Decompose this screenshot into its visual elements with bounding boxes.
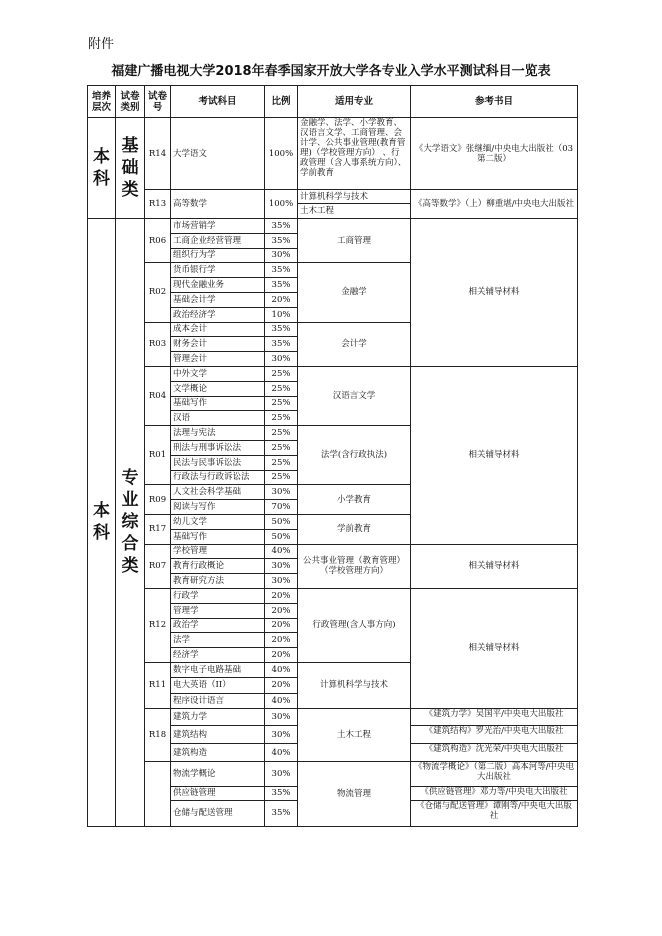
paper-code: R14 xyxy=(145,118,171,190)
paper-code: R11 xyxy=(145,662,171,708)
subject: 仓储与配送管理 xyxy=(171,800,265,826)
paper-code xyxy=(145,761,171,826)
reference-cell xyxy=(411,786,578,800)
subject: 幼儿文学 xyxy=(171,514,265,529)
reference-cell xyxy=(411,800,578,826)
subject: 数字电子电路基础 xyxy=(171,662,265,677)
reference: 《仓储与配送管理》谭刚等/中央电大出版社 xyxy=(416,800,572,821)
reference-cell xyxy=(411,744,578,762)
ratio: 50% xyxy=(265,529,298,544)
subject: 经济学 xyxy=(171,648,265,663)
reference: 《建筑结构》罗光治/中央电大出版社 xyxy=(424,726,564,737)
category-cell xyxy=(116,219,145,827)
ratio: 20% xyxy=(265,603,298,618)
ratio: 35% xyxy=(265,800,298,826)
subject: 物流学概论 xyxy=(171,761,265,786)
category-label: 基础类 xyxy=(121,136,139,200)
ratio: 100% xyxy=(265,118,298,190)
ratio: 35% xyxy=(265,278,298,293)
ratio: 25% xyxy=(265,470,298,485)
ratio: 35% xyxy=(265,219,298,234)
table-row xyxy=(88,588,578,603)
paper-code: R07 xyxy=(145,544,171,588)
reference: 《物流学概论》（第二版）高本河等/中央电大出版社 xyxy=(413,761,575,782)
paper-code: R18 xyxy=(145,708,171,761)
ratio: 20% xyxy=(265,588,298,603)
level-label: 本科 xyxy=(93,501,110,544)
reference: 相关辅导材料 xyxy=(411,588,578,708)
ratio: 35% xyxy=(265,786,298,800)
ratio: 30% xyxy=(265,559,298,574)
subject: 工商企业经营管理 xyxy=(171,233,265,248)
header-subject: 考试科目 xyxy=(171,86,265,118)
majors: 会计学 xyxy=(298,322,411,366)
subject: 组织行为学 xyxy=(171,248,265,263)
ratio: 50% xyxy=(265,514,298,529)
ratio: 30% xyxy=(265,761,298,786)
table-row xyxy=(88,544,578,559)
subject: 基础写作 xyxy=(171,396,265,411)
header-reference: 参考书目 xyxy=(411,86,578,118)
majors: 小学教育 xyxy=(298,485,411,515)
ratio: 100% xyxy=(265,190,298,219)
subject: 汉语 xyxy=(171,411,265,426)
reference: 相关辅导材料 xyxy=(411,366,578,544)
paper-code: R09 xyxy=(145,485,171,515)
ratio: 35% xyxy=(265,322,298,337)
subject: 行政法与行政诉讼法 xyxy=(171,470,265,485)
table-row xyxy=(88,219,578,234)
subject: 政治经济学 xyxy=(171,307,265,322)
ratio: 70% xyxy=(265,500,298,515)
ratio: 25% xyxy=(265,455,298,470)
ratio: 40% xyxy=(265,544,298,559)
ratio: 35% xyxy=(265,263,298,278)
category-label: 专业综合类 xyxy=(121,468,139,577)
subject: 教育研究方法 xyxy=(171,574,265,589)
subject: 市场营销学 xyxy=(171,219,265,234)
paper-code: R06 xyxy=(145,219,171,263)
subject: 高等数学 xyxy=(171,190,265,219)
ratio: 25% xyxy=(265,440,298,455)
majors: 物流管理 xyxy=(298,761,411,826)
subject: 电大英语（II） xyxy=(171,678,265,693)
attachment-label: 附件 xyxy=(88,37,115,52)
paper-code: R04 xyxy=(145,366,171,425)
majors: 学前教育 xyxy=(298,514,411,544)
subject: 法理与宪法 xyxy=(171,426,265,441)
level-cell xyxy=(88,118,116,219)
subject: 基础会计学 xyxy=(171,292,265,307)
reference-cell xyxy=(411,726,578,744)
ratio: 25% xyxy=(265,411,298,426)
majors: 金融学 xyxy=(298,263,411,322)
reference: 《供应链管理》邓力等/中央电大出版社 xyxy=(420,786,568,797)
subject: 刑法与刑事诉讼法 xyxy=(171,440,265,455)
majors: 计算机科学与技术 xyxy=(298,190,411,204)
level-cell xyxy=(88,219,116,827)
header-row xyxy=(88,86,578,118)
majors: 土木工程 xyxy=(298,708,411,761)
subject: 阅读与写作 xyxy=(171,500,265,515)
ratio: 40% xyxy=(265,744,298,762)
paper-code: R02 xyxy=(145,263,171,322)
page-title: 福建广播电视大学2018年春季国家开放大学各专业入学水平测试科目一览表 xyxy=(111,64,551,79)
reference: 《建筑力学》吴国平/中央电大出版社 xyxy=(424,708,564,719)
ratio: 20% xyxy=(265,292,298,307)
paper-code: R13 xyxy=(145,190,171,219)
subject: 供应链管理 xyxy=(171,786,265,800)
reference-cell xyxy=(411,761,578,786)
subject: 现代金融业务 xyxy=(171,278,265,293)
subject: 成本会计 xyxy=(171,322,265,337)
majors: 汉语言文学 xyxy=(298,366,411,425)
subject: 货币银行学 xyxy=(171,263,265,278)
reference-cell xyxy=(411,708,578,726)
subject: 政治学 xyxy=(171,618,265,633)
reference: 相关辅导材料 xyxy=(411,544,578,588)
ratio: 30% xyxy=(265,574,298,589)
ratio: 20% xyxy=(265,648,298,663)
ratio: 20% xyxy=(265,633,298,648)
table-row xyxy=(88,366,578,381)
subject: 大学语文 xyxy=(171,118,265,190)
reference: 《大学语文》张继缅/中央电大出版社（03第二版） xyxy=(411,118,578,190)
ratio: 30% xyxy=(265,248,298,263)
subject: 学校管理 xyxy=(171,544,265,559)
reference: 《建筑构造》沈光荣/中央电大出版社 xyxy=(424,744,564,755)
ratio: 30% xyxy=(265,708,298,726)
header-level: 培养层次 xyxy=(88,86,116,118)
ratio: 35% xyxy=(265,337,298,352)
exam-subjects-table xyxy=(87,85,578,827)
ratio: 40% xyxy=(265,662,298,677)
ratio: 25% xyxy=(265,381,298,396)
majors: 金融学、法学、小学教育、汉语言文学、工商管理、会计学、公共事业管理(教育管理)（学校管理方向） 、行政管理（含人事系统方向）、学前教育 xyxy=(300,118,407,178)
subject: 中外文学 xyxy=(171,366,265,381)
majors: 计算机科学与技术 xyxy=(298,662,411,708)
paper-code: R12 xyxy=(145,588,171,662)
paper-code: R03 xyxy=(145,322,171,366)
ratio: 30% xyxy=(265,485,298,500)
header-code: 试卷号 xyxy=(145,86,171,118)
subject: 管理学 xyxy=(171,603,265,618)
majors: 行政管理(含人事方向) xyxy=(298,588,411,662)
header-majors: 适用专业 xyxy=(298,86,411,118)
subject: 建筑构造 xyxy=(171,744,265,762)
subject: 法学 xyxy=(171,633,265,648)
subject: 行政学 xyxy=(171,588,265,603)
majors: 工商管理 xyxy=(298,219,411,263)
ratio: 10% xyxy=(265,307,298,322)
subject: 基础写作 xyxy=(171,529,265,544)
ratio: 25% xyxy=(265,396,298,411)
subject: 民法与民事诉讼法 xyxy=(171,455,265,470)
subject: 人文社会科学基础 xyxy=(171,485,265,500)
subject: 管理会计 xyxy=(171,352,265,367)
header-ratio: 比例 xyxy=(265,86,298,118)
table-row xyxy=(88,118,578,190)
ratio: 25% xyxy=(265,426,298,441)
majors: 公共事业管理（教育管理）（学校管理方向） xyxy=(298,544,411,588)
paper-code: R17 xyxy=(145,514,171,544)
ratio: 20% xyxy=(265,618,298,633)
ratio: 35% xyxy=(265,233,298,248)
table-row xyxy=(88,708,578,726)
ratio: 20% xyxy=(265,678,298,693)
level-label: 本科 xyxy=(93,147,110,189)
subject: 建筑力学 xyxy=(171,708,265,726)
ratio: 40% xyxy=(265,693,298,708)
ratio: 30% xyxy=(265,352,298,367)
reference: 《高等数学》（上）柳重堪/中央电大出版社 xyxy=(411,190,578,219)
subject: 教育行政概论 xyxy=(171,559,265,574)
majors: 法学(含行政执法) xyxy=(298,426,411,485)
ratio: 30% xyxy=(265,726,298,744)
table-row xyxy=(88,190,578,204)
table-row xyxy=(88,761,578,786)
reference: 相关辅导材料 xyxy=(411,219,578,367)
majors: 土木工程 xyxy=(298,204,411,219)
category-cell xyxy=(116,118,145,219)
subject: 文学概论 xyxy=(171,381,265,396)
header-category: 试卷类别 xyxy=(116,86,145,118)
subject: 建筑结构 xyxy=(171,726,265,744)
subject: 财务会计 xyxy=(171,337,265,352)
subject: 程序设计语言 xyxy=(171,693,265,708)
ratio: 25% xyxy=(265,366,298,381)
paper-code: R01 xyxy=(145,426,171,485)
